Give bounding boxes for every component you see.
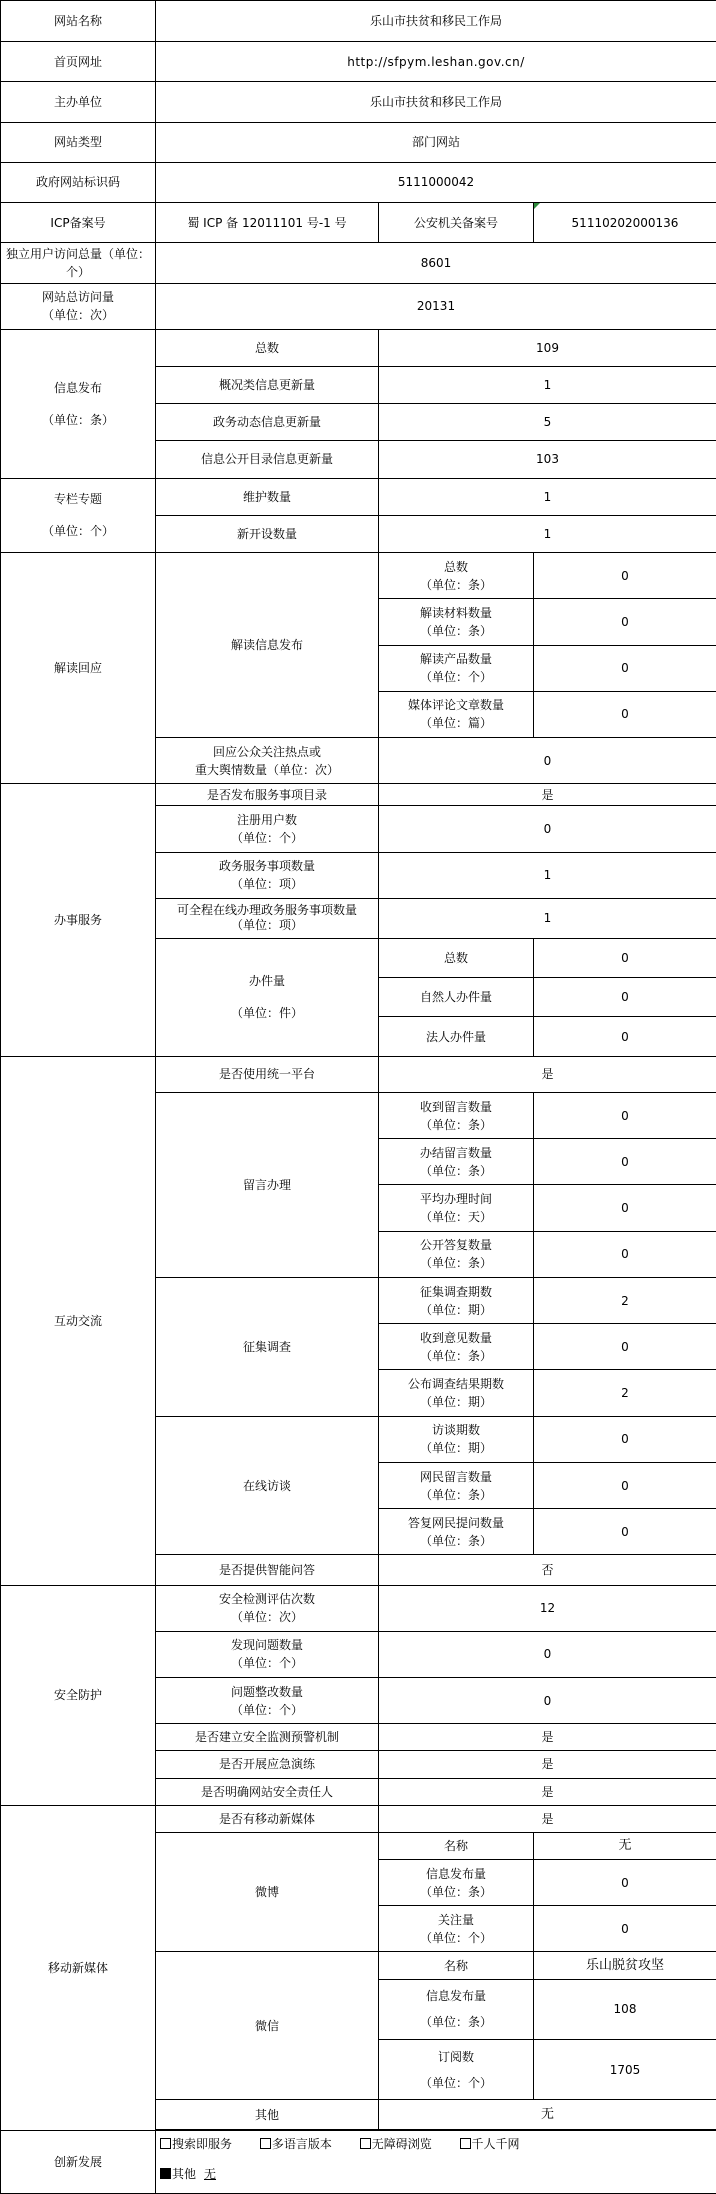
innovation-option-multilang[interactable]: 多语言版本 bbox=[260, 2137, 332, 2151]
service-items-label: 政务服务事项数量 （单位：项） bbox=[156, 852, 379, 898]
security-drill-value: 是 bbox=[379, 1751, 716, 1778]
interact-ai-value: 否 bbox=[379, 1555, 716, 1585]
innovation-option-accessible[interactable]: 无障碍浏览 bbox=[360, 2137, 432, 2151]
label-site-url: 首页网址 bbox=[1, 42, 156, 82]
interpret-material-label: 解读材料数量 （单位：条） bbox=[379, 599, 534, 645]
interact-survey-periods-value: 2 bbox=[534, 1277, 716, 1323]
label-police: 公安机关备案号 bbox=[379, 203, 534, 243]
security-monitor-value: 是 bbox=[379, 1724, 716, 1751]
interact-talk-group: 在线访谈 bbox=[156, 1416, 379, 1555]
media-has-value: 是 bbox=[379, 1805, 716, 1832]
section-media: 移动新媒体 bbox=[1, 1805, 156, 2131]
label-site-code: 政府网站标识码 bbox=[1, 162, 156, 202]
interact-survey-results-label: 公布调查结果期数 （单位：期） bbox=[379, 1370, 534, 1416]
interpret-product-label: 解读产品数量 （单位：个） bbox=[379, 645, 534, 691]
interact-msg-received-value: 0 bbox=[534, 1092, 716, 1138]
info-news-label: 政务动态信息更新量 bbox=[156, 404, 379, 441]
interact-survey-group: 征集调查 bbox=[156, 1277, 379, 1416]
interact-ai-label: 是否提供智能问答 bbox=[156, 1555, 379, 1585]
security-monitor-label: 是否建立安全监测预警机制 bbox=[156, 1724, 379, 1751]
section-column: 专栏专题 （单位：个） bbox=[1, 478, 156, 552]
service-handle-legal-label: 法人办件量 bbox=[379, 1017, 534, 1056]
weibo-fol-label: 关注量 （单位：个） bbox=[379, 1906, 534, 1952]
service-reg-label: 注册用户数 （单位：个） bbox=[156, 806, 379, 852]
interpret-response-label: 回应公众关注热点或 重大舆情数量（单位：次） bbox=[156, 738, 379, 784]
wechat-name-label: 名称 bbox=[379, 1952, 534, 1979]
weibo-name: 无 bbox=[534, 1832, 716, 1859]
column-new-value: 1 bbox=[379, 515, 716, 552]
service-items-value: 1 bbox=[379, 852, 716, 898]
security-found-label: 发现问题数量 （单位：个） bbox=[156, 1631, 379, 1677]
column-maintain-value: 1 bbox=[379, 478, 716, 515]
interact-survey-opinions-value: 0 bbox=[534, 1324, 716, 1370]
interact-msg-public-label: 公开答复数量 （单位：条） bbox=[379, 1231, 534, 1277]
service-handle-total-value: 0 bbox=[534, 939, 716, 978]
media-other-label: 其他 bbox=[156, 2100, 379, 2130]
uv-value: 8601 bbox=[156, 243, 716, 283]
interact-talk-periods-label: 访谈期数 （单位：期） bbox=[379, 1416, 534, 1462]
interact-msg-group: 留言办理 bbox=[156, 1092, 379, 1277]
security-owner-value: 是 bbox=[379, 1778, 716, 1805]
service-handle-total-label: 总数 bbox=[379, 939, 534, 978]
wechat-pub-label: 信息发布量 （单位：条） bbox=[379, 1979, 534, 2039]
innovation-other: 其他 无 bbox=[160, 2165, 714, 2183]
weibo-pub-value: 0 bbox=[534, 1859, 716, 1905]
label-icp: ICP备案号 bbox=[1, 203, 156, 243]
checkbox-icon bbox=[260, 2138, 271, 2149]
media-other-value: 无 bbox=[379, 2100, 716, 2130]
interact-msg-done-value: 0 bbox=[534, 1139, 716, 1185]
info-open-value: 103 bbox=[379, 441, 716, 478]
column-maintain-label: 维护数量 bbox=[156, 478, 379, 515]
interpret-material-value: 0 bbox=[534, 599, 716, 645]
info-news-value: 5 bbox=[379, 404, 716, 441]
label-site-name: 网站名称 bbox=[1, 1, 156, 42]
interact-platform-value: 是 bbox=[379, 1056, 716, 1092]
interact-talk-replies-value: 0 bbox=[534, 1509, 716, 1555]
interact-msg-received-label: 收到留言数量 （单位：条） bbox=[379, 1092, 534, 1138]
service-reg-value: 0 bbox=[379, 806, 716, 852]
interact-talk-replies-label: 答复网民提问数量 （单位：条） bbox=[379, 1509, 534, 1555]
weibo-name-label: 名称 bbox=[379, 1832, 534, 1859]
section-service: 办事服务 bbox=[1, 784, 156, 1056]
info-open-label: 信息公开目录信息更新量 bbox=[156, 441, 379, 478]
interact-talk-periods-value: 0 bbox=[534, 1416, 716, 1462]
pv-value: 20131 bbox=[156, 283, 716, 329]
checkbox-icon bbox=[460, 2138, 471, 2149]
interact-msg-done-label: 办结留言数量 （单位：条） bbox=[379, 1139, 534, 1185]
interpret-group: 解读信息发布 bbox=[156, 553, 379, 738]
site-url: http://sfpym.leshan.gov.cn/ bbox=[156, 42, 716, 82]
section-security: 安全防护 bbox=[1, 1585, 156, 1805]
site-code: 5111000042 bbox=[156, 162, 716, 202]
security-fixed-label: 问题整改数量 （单位：个） bbox=[156, 1678, 379, 1724]
interpret-total-label: 总数 （单位：条） bbox=[379, 553, 534, 599]
service-online-label: 可全程在线办理政务服务事项数量 （单位：项） bbox=[156, 898, 379, 938]
media-weibo: 微博 bbox=[156, 1832, 379, 1952]
info-overview-label: 概况类信息更新量 bbox=[156, 366, 379, 403]
site-type: 部门网站 bbox=[156, 122, 716, 162]
service-catalog-label: 是否发布服务事项目录 bbox=[156, 784, 379, 806]
interact-msg-public-value: 0 bbox=[534, 1231, 716, 1277]
sponsor: 乐山市扶贫和移民工作局 bbox=[156, 82, 716, 122]
service-handle-legal-value: 0 bbox=[534, 1017, 716, 1056]
service-handle-label: 办件量 （单位：件） bbox=[156, 939, 379, 1057]
label-uv: 独立用户访问总量（单位：个） bbox=[1, 243, 156, 283]
security-check-label: 安全检测评估次数 （单位：次） bbox=[156, 1585, 379, 1631]
interpret-media-label: 媒体评论文章数量 （单位：篇） bbox=[379, 691, 534, 737]
innovation-option-search[interactable]: 搜索即服务 bbox=[160, 2137, 232, 2151]
weibo-pub-label: 信息发布量 （单位：条） bbox=[379, 1859, 534, 1905]
wechat-pub-value: 108 bbox=[534, 1979, 716, 2039]
innovation-option-personal[interactable]: 千人千网 bbox=[460, 2137, 520, 2151]
interact-survey-results-value: 2 bbox=[534, 1370, 716, 1416]
police-number: 51110202000136 bbox=[534, 203, 716, 243]
innovation-options bbox=[156, 2131, 716, 2194]
label-site-type: 网站类型 bbox=[1, 122, 156, 162]
icp-number: 蜀 ICP 备 12011101 号-1 号 bbox=[156, 203, 379, 243]
interact-platform-label: 是否使用统一平台 bbox=[156, 1056, 379, 1092]
interact-msg-time-label: 平均办理时间 （单位：天） bbox=[379, 1185, 534, 1231]
wechat-name: 乐山脱贫攻坚 bbox=[534, 1952, 716, 1979]
interact-msg-time-value: 0 bbox=[534, 1185, 716, 1231]
security-fixed-value: 0 bbox=[379, 1678, 716, 1724]
section-innovation: 创新发展 bbox=[1, 2131, 156, 2194]
label-pv: 网站总访问量 （单位：次） bbox=[1, 283, 156, 329]
service-handle-person-value: 0 bbox=[534, 978, 716, 1017]
interact-survey-periods-label: 征集调查期数 （单位：期） bbox=[379, 1277, 534, 1323]
wechat-sub-label: 订阅数 （单位：个） bbox=[379, 2039, 534, 2099]
column-new-label: 新开设数量 bbox=[156, 515, 379, 552]
interact-survey-opinions-label: 收到意见数量 （单位：条） bbox=[379, 1324, 534, 1370]
weibo-fol-value: 0 bbox=[534, 1906, 716, 1952]
info-total-value: 109 bbox=[379, 329, 716, 366]
security-check-value: 12 bbox=[379, 1585, 716, 1631]
info-total-label: 总数 bbox=[156, 329, 379, 366]
media-has-label: 是否有移动新媒体 bbox=[156, 1805, 379, 1832]
interact-talk-msgs-label: 网民留言数量 （单位：条） bbox=[379, 1462, 534, 1508]
checkbox-checked-icon bbox=[160, 2168, 171, 2179]
site-name: 乐山市扶贫和移民工作局 bbox=[156, 1, 716, 42]
security-found-value: 0 bbox=[379, 1631, 716, 1677]
security-owner-label: 是否明确网站安全责任人 bbox=[156, 1778, 379, 1805]
interpret-total-value: 0 bbox=[534, 553, 716, 599]
info-overview-value: 1 bbox=[379, 366, 716, 403]
checkbox-icon bbox=[360, 2138, 371, 2149]
label-sponsor: 主办单位 bbox=[1, 82, 156, 122]
service-handle-person-label: 自然人办件量 bbox=[379, 978, 534, 1017]
section-interpret: 解读回应 bbox=[1, 553, 156, 784]
security-drill-label: 是否开展应急演练 bbox=[156, 1751, 379, 1778]
interpret-response-value: 0 bbox=[379, 738, 716, 784]
interpret-product-value: 0 bbox=[534, 645, 716, 691]
interact-talk-msgs-value: 0 bbox=[534, 1462, 716, 1508]
service-catalog-value: 是 bbox=[379, 784, 716, 806]
wechat-sub-value: 1705 bbox=[534, 2039, 716, 2099]
service-online-value: 1 bbox=[379, 898, 716, 938]
section-interact: 互动交流 bbox=[1, 1056, 156, 1585]
interpret-media-value: 0 bbox=[534, 691, 716, 737]
checkbox-icon bbox=[160, 2138, 171, 2149]
media-wechat: 微信 bbox=[156, 1952, 379, 2100]
section-info: 信息发布 （单位：条） bbox=[1, 329, 156, 478]
